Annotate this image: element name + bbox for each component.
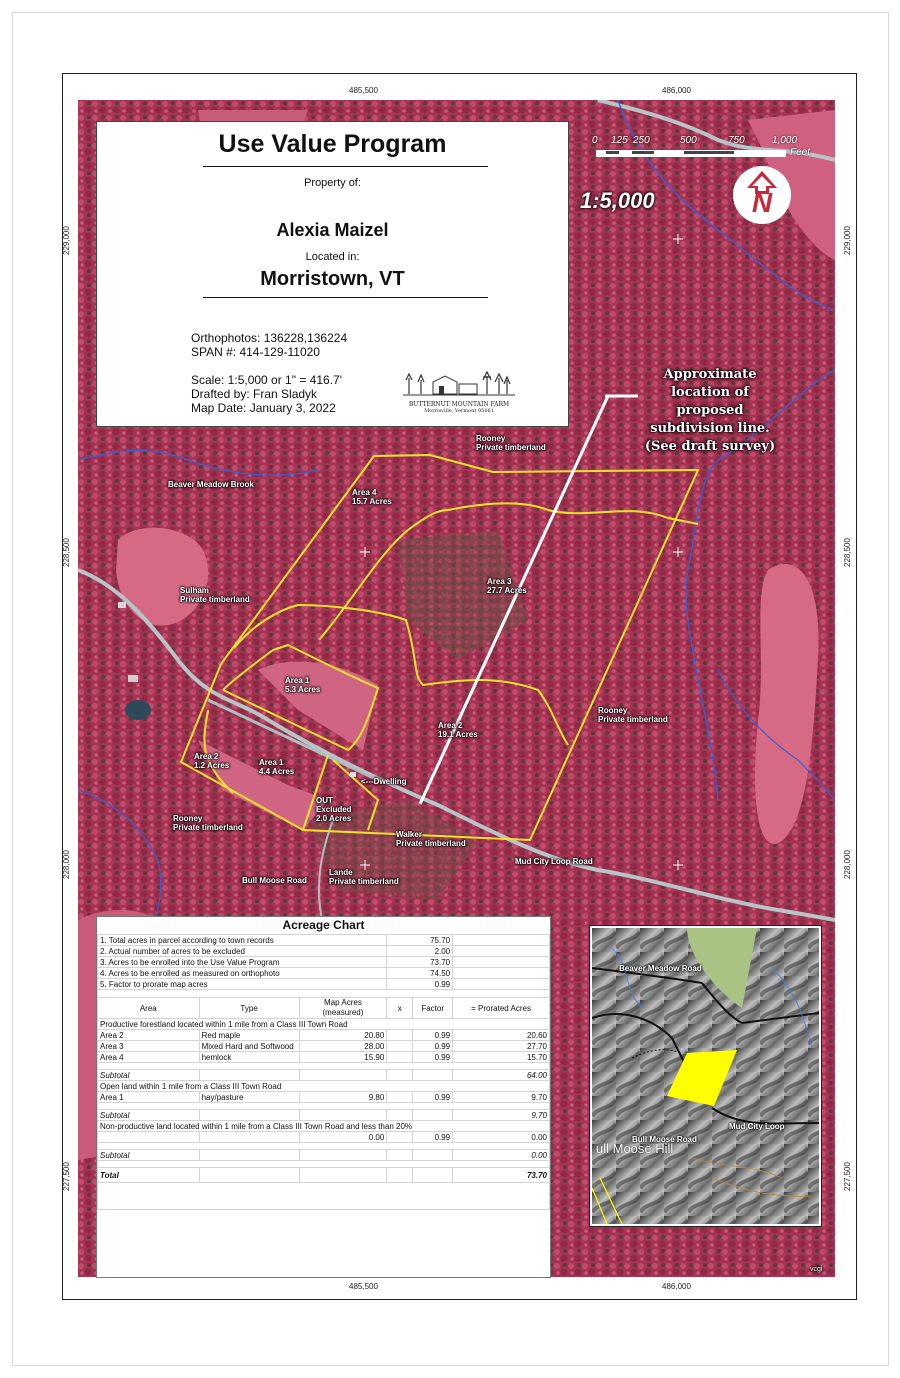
- locator-inset-map[interactable]: [590, 926, 821, 1226]
- label-bull-moose-road: Bull Moose Road: [242, 876, 307, 885]
- grid-label-left-3: 228,000: [61, 850, 71, 879]
- grid-label-right-3: 228,000: [842, 850, 852, 879]
- grid-label-top-1: 485,500: [349, 86, 378, 95]
- divider: [203, 297, 488, 298]
- label-dwelling: <---Dwelling: [361, 777, 407, 786]
- subdivision-note: [620, 366, 800, 456]
- pond: [125, 700, 151, 720]
- label-area-1-north: Area 1 5.3 Acres: [285, 676, 321, 694]
- label-out-excluded: OUT Excluded 2.0 Acres: [316, 796, 352, 823]
- title-block: [96, 121, 569, 427]
- drafted-by-text: Drafted by: Fran Sladyk: [191, 387, 318, 401]
- label-area-2-west: Area 2 1.2 Acres: [194, 752, 230, 770]
- note-line: location of: [671, 385, 749, 400]
- scale-tick-250: 250: [633, 135, 650, 146]
- note-line: subdivision line.: [650, 421, 770, 436]
- label-walker: Walker Private timberland: [396, 830, 466, 848]
- grid-label-bottom-2: 486,000: [662, 1282, 691, 1291]
- table-row: 3. Acres to be enrolled into the Use Value Program 73.70: [98, 957, 550, 968]
- acreage-chart: [96, 916, 551, 1278]
- north-letter: N: [751, 187, 773, 218]
- farm-barn-icon: [403, 368, 515, 396]
- grid-label-left-1: 229,000: [61, 226, 71, 255]
- label-area-1-south: Area 1 4.4 Acres: [259, 758, 295, 776]
- scale-tick-500: 500: [680, 135, 697, 146]
- inset-label-beaver-meadow-road: Beaver Meadow Road: [619, 964, 702, 973]
- label-rooney-north: Rooney Private timberland: [476, 434, 546, 452]
- note-line: (See draft survey): [644, 439, 776, 454]
- table-row: 5. Factor to prorate map acres 0.99: [98, 979, 550, 990]
- table-row: Area 1 hay/pasture 9.80 0.99 9.70: [98, 1092, 550, 1103]
- label-rooney-east: Rooney Private timberland: [598, 706, 668, 724]
- total-row: Total 73.70: [98, 1168, 550, 1183]
- owner-name: Alexia Maizel: [276, 220, 389, 240]
- building: [118, 602, 126, 608]
- inset-label-bull-moose-road: Bull Moose Road: [632, 1135, 697, 1144]
- table-row: Non-productive land located within 1 mile from a Class III Town Road and less than 20%: [98, 1121, 550, 1132]
- table-row: Area 4 hemlock 15.90 0.99 15.70: [98, 1052, 550, 1063]
- table-row: Area 3 Mixed Hard and Softwood 28.00 0.99 27.70: [98, 1041, 550, 1052]
- table-row: Open land within 1 mile from a Class III Town Road: [98, 1081, 550, 1092]
- located-in-label: Located in:: [305, 251, 360, 263]
- farm-logo: [403, 368, 515, 414]
- grid-label-bottom-1: 485,500: [349, 1282, 378, 1291]
- map-metadata: [191, 331, 347, 415]
- scale-text: Scale: 1:5,000 or 1" = 416.7': [191, 373, 342, 387]
- inset-label-bull-moose-hill: ull Moose Hill: [596, 1141, 674, 1156]
- building: [128, 675, 138, 682]
- grid-label-top-2: 486,000: [662, 86, 691, 95]
- table-row: 1. Total acres in parcel according to town records 75.70: [98, 935, 550, 946]
- table-row: Area 2 Red maple 20.80 0.99 20.60: [98, 1030, 550, 1041]
- grid-label-right-1: 229,000: [842, 226, 852, 255]
- grid-label-left-4: 227,500: [61, 1162, 71, 1191]
- table-row: 4. Acres to be enrolled as measured on orthophoto 74.50: [98, 968, 550, 979]
- label-rooney-southwest: Rooney Private timberland: [173, 814, 243, 832]
- label-mud-city-loop-road: Mud City Loop Road: [515, 857, 593, 866]
- grid-label-left-2: 228,500: [61, 538, 71, 567]
- orthophotos-text: Orthophotos: 136228,136224: [191, 331, 348, 345]
- label-beaver-meadow-brook: Beaver Meadow Brook: [168, 480, 254, 489]
- table-row: 0.00 0.99 0.00: [98, 1132, 550, 1143]
- property-of-label: Property of:: [304, 177, 361, 189]
- logo-place: Morrisville, Vermont 05661: [424, 408, 494, 414]
- divider: [203, 166, 488, 167]
- label-area-4: Area 4 15.7 Acres: [352, 488, 392, 506]
- label-area-3: Area 3 27.7 Acres: [487, 577, 527, 595]
- logo-name: BUTTERNUT MOUNTAIN FARM: [408, 401, 510, 408]
- watermark-text: vcgi: [810, 1266, 823, 1273]
- subtotal-row: Subtotal 9.70: [98, 1110, 550, 1121]
- table-row: Productive forestland located within 1 mile from a Class III Town Road: [98, 1019, 550, 1030]
- scale-ratio: 1:5,000: [580, 188, 655, 213]
- label-lande: Lande Private timberland: [329, 868, 399, 886]
- table-row: 2. Actual number of acres to be excluded 2.00: [98, 946, 550, 957]
- subtotal-row: Subtotal 0.00: [98, 1150, 550, 1161]
- location-name: Morristown, VT: [260, 268, 405, 290]
- table-header-row: Area Type Map Acres (measured) x Factor = Prorated Acres: [98, 998, 550, 1019]
- map-title: Use Value Program: [218, 130, 447, 158]
- north-arrow-icon: [733, 166, 791, 224]
- building: [350, 772, 356, 777]
- subtotal-row: Subtotal 64.00: [98, 1070, 550, 1081]
- map-date-text: Map Date: January 3, 2022: [191, 401, 336, 415]
- scale-unit: Feet: [790, 147, 811, 158]
- label-sulham: Sulham Private timberland: [180, 586, 250, 604]
- scale-tick-0: 0: [592, 135, 598, 146]
- label-area-2-east: Area 2 19.1 Acres: [438, 721, 478, 739]
- grid-label-right-4: 227,500: [842, 1162, 852, 1191]
- acreage-chart-title: Acreage Chart: [282, 918, 365, 932]
- scale-tick-750: 750: [728, 135, 745, 146]
- scale-tick-1000: 1,000: [772, 135, 798, 146]
- note-line: proposed: [676, 403, 744, 418]
- note-line: Approximate: [663, 367, 757, 382]
- span-text: SPAN #: 414-129-11020: [191, 345, 320, 359]
- grid-label-right-2: 228,500: [842, 538, 852, 567]
- inset-label-mud-city-loop: Mud City Loop: [729, 1122, 785, 1131]
- acreage-table: [97, 934, 550, 1210]
- scale-tick-125: 125: [611, 135, 628, 146]
